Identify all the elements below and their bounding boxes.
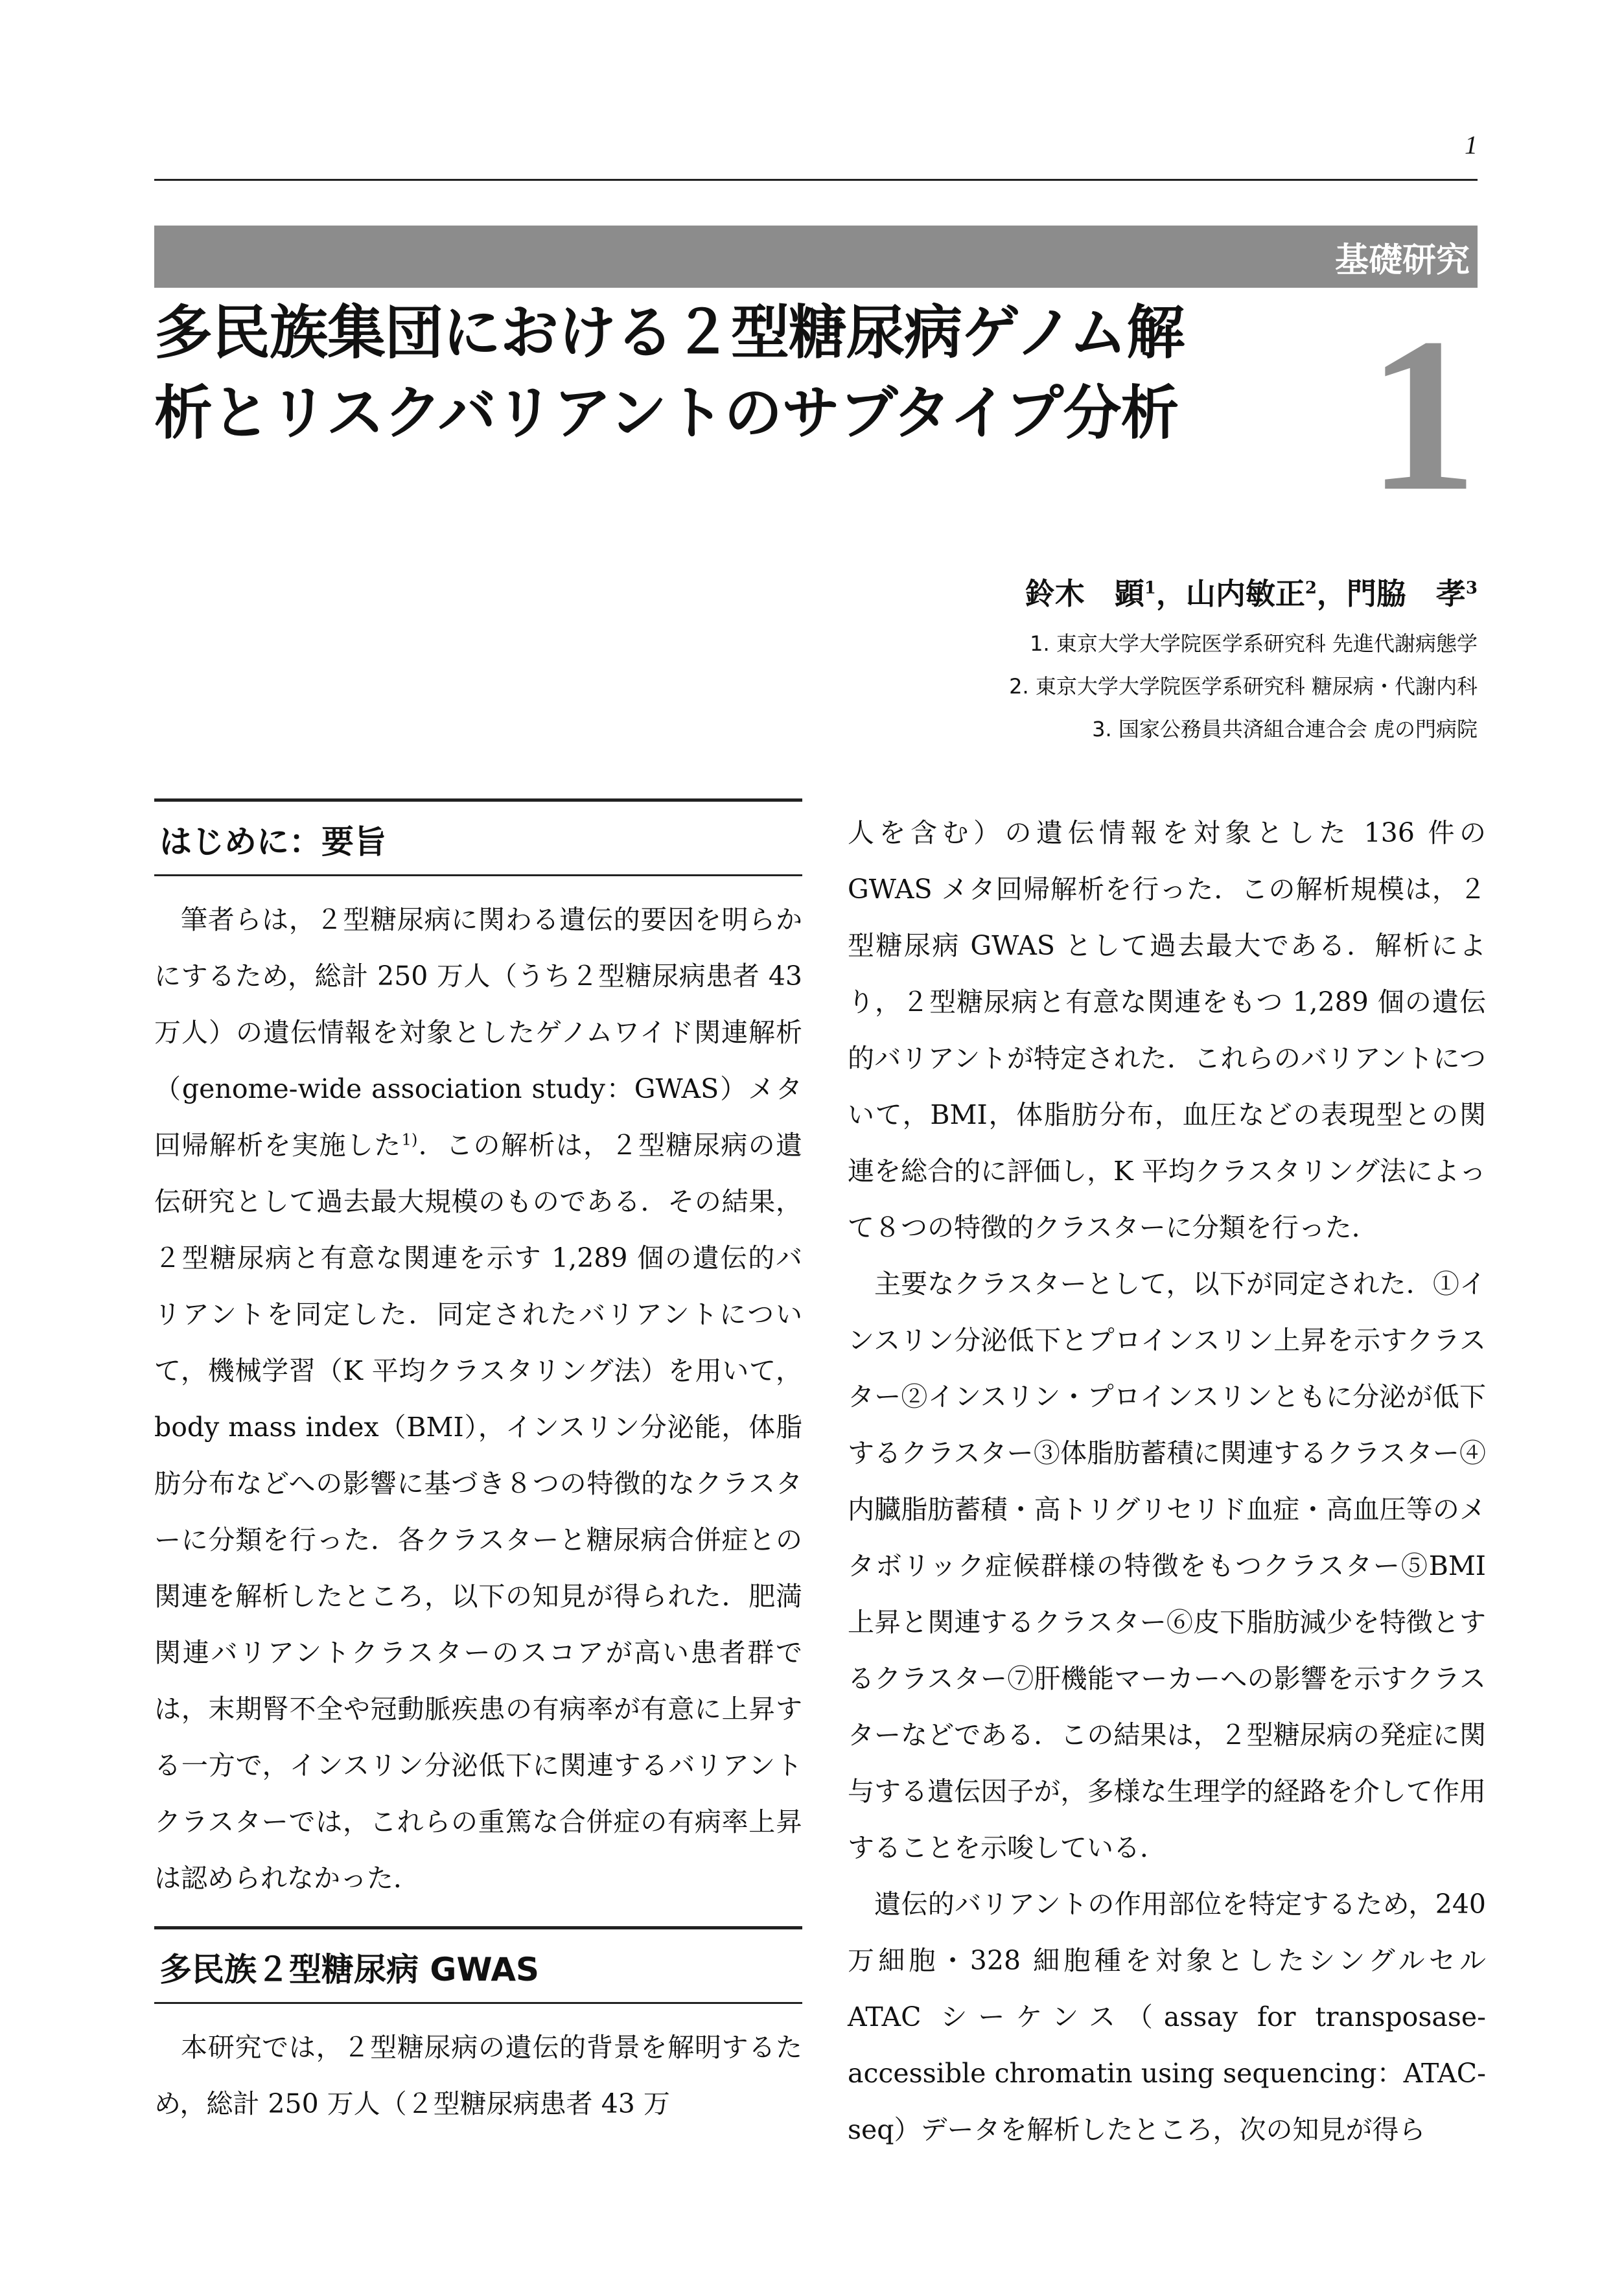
cluster-paragraph: 主要なクラスターとして，以下が同定された．①インスリン分泌低下とプロインスリン上昇を示すクラスター②インスリン・プロインスリンともに分泌が低下するクラスター③体脂肪蓄積に関連するクラスター④内臓脂肪蓄積・高トリグリセリド血症・高血圧等のメタボリック症候群様の特徴をもつクラスター⑤BMI 上昇と関連するクラスター⑥皮下脂肪減少を特徴とするクラスター⑦肝機能マーカーへの影響を示すクラスターなどである．この結果は，２型糖尿病の発症に関与する遺伝因子が，多様な生理学的経路を介して作用することを示唆している．	[848, 1268, 1486, 1863]
author-list	[1025, 570, 1478, 613]
page-number: 1	[1465, 130, 1478, 159]
section-heading-summary: はじめに：要旨	[154, 798, 802, 876]
affiliation-item: 3. 国家公務員共済組合連合会 虎の門病院	[1092, 717, 1478, 741]
category-label: 基礎研究	[1334, 240, 1470, 280]
category-band	[154, 226, 1478, 288]
affiliation-list	[1009, 622, 1478, 751]
author-name: 鈴木 顕	[1025, 576, 1144, 611]
left-column	[154, 798, 802, 2132]
author-affiliation-mark: 1	[1144, 578, 1156, 598]
author-affiliation-mark: 3	[1465, 578, 1478, 598]
affiliation-item: 1. 東京大学大学院医学系研究科 先進代謝病態学	[1030, 631, 1478, 656]
author-separator: ，	[1155, 576, 1186, 611]
atac-paragraph: 遺伝的バリアントの作用部位を特定するため，240 万細胞・328 細胞種を対象としたシングルセル ATAC シーケンス（assay for transposase-accessible chromatin using sequencing：ATAC-seq）データを解析したところ，次の知見が得ら	[848, 1889, 1486, 2145]
summary-paragraph	[154, 892, 802, 1907]
author-name: 山内敏正	[1185, 576, 1305, 611]
gwas-paragraph-continued: 人を含む）の遺伝情報を対象とした 136 件の GWAS メタ回帰解析を行った．この解析規模は，２型糖尿病 GWAS として過去最大である．解析により，２型糖尿病と有意な関連をもつ 1,289 個の遺伝的バリアントが特定された．これらのバリアントについて，BMI，体脂肪分布，血圧などの表現型との関連を総合的に評価し，K 平均クラスタリング法によって８つの特徴的クラスターに分類を行った．	[848, 817, 1486, 1243]
section-heading-gwas: 多民族２型糖尿病 GWAS	[154, 1926, 802, 2004]
article-title: 多民族集団における２型糖尿病ゲノム解析とリスクバリアントのサブタイプ分析	[154, 299, 1185, 447]
author-name: 門脇 孝	[1346, 576, 1466, 611]
summary-text-part: 筆者らは，２型糖尿病に関わる遺伝的要因を明らかにするため，総計 250 万人（うち２型糖尿病患者 43 万人）の遺伝情報を対象としたゲノムワイド関連解析（genome-wide association study：GWAS）メタ回帰解析を実施した	[154, 904, 802, 1161]
right-column	[848, 805, 1486, 2158]
reference-mark: 1)	[401, 1130, 418, 1149]
author-affiliation-mark: 2	[1305, 578, 1317, 598]
gwas-paragraph-start: 本研究では，２型糖尿病の遺伝的背景を解明するため，総計 250 万人（２型糖尿病患者 43 万	[154, 2032, 802, 2119]
summary-text-part: ．この解析は，２型糖尿病の遺伝研究として過去最大規模のものである．その結果，２型糖尿病と有意な関連を示す 1,289 個の遺伝的バリアントを同定した．同定されたバリアントについて，機械学習（K 平均クラスタリング法）を用いて，body mass index（BMI），インスリン分泌能，体脂肪分布などへの影響に基づき８つの特徴的なクラスターに分類を行った．各クラスターと糖尿病合併症との関連を解析したところ，以下の知見が得られた．肥満関連バリアントクラスターのスコアが高い患者群では，末期腎不全や冠動脈疾患の有病率が有意に上昇する一方で，インスリン分泌低下に関連するバリアントクラスターでは，これらの重篤な合併症の有病率上昇は認められなかった．	[154, 1130, 803, 1894]
affiliation-item: 2. 東京大学大学院医学系研究科 糖尿病・代謝内科	[1009, 674, 1478, 699]
author-separator: ，	[1316, 576, 1347, 611]
header-rule	[154, 179, 1478, 181]
chapter-number: 1	[1367, 292, 1478, 537]
